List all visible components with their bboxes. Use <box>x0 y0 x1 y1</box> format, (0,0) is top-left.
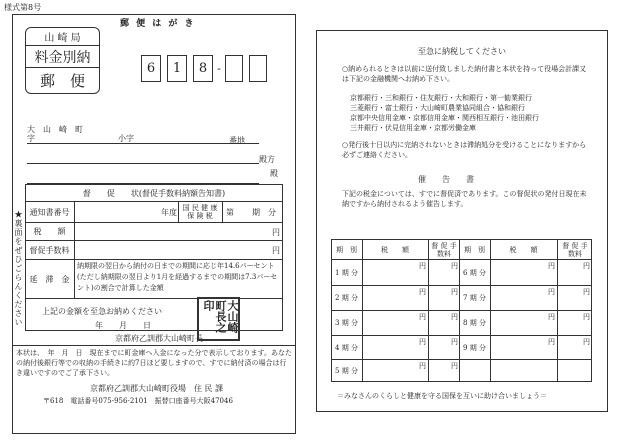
yen-amount-6: 円 <box>548 262 555 270</box>
yen-fee-6: 円 <box>583 262 590 270</box>
side-note: ★裏面をぜひごらんください <box>14 210 23 327</box>
yen-fee-8: 円 <box>583 313 590 321</box>
stamp-mail: 郵 便 <box>39 72 85 90</box>
bullet-2: ○発行後十日以内に完納されないときは滞納処分を受けることになりますから必ずご連絡ください。 <box>342 141 587 159</box>
nendo-label: 年度 <box>161 208 177 217</box>
yen-fee-2: 円 <box>451 288 458 296</box>
yen-amount-3: 円 <box>419 313 426 321</box>
bank-line-4: 三井銀行・伏見信用金庫・京都労働金庫 <box>350 124 476 132</box>
postal-digit-4 <box>225 55 243 82</box>
yen-amount-2: 円 <box>419 288 426 296</box>
slogan: ＝みなさんのくらしと健康を守る国保を互いに助け合いましょう＝ <box>337 392 547 400</box>
postal-digit-1: 6 <box>141 55 161 82</box>
yen-amount-4: 円 <box>419 338 426 346</box>
notice-title: 至急に納税してください <box>418 47 506 56</box>
footer-contact: 〒618 電話番号075-956-2101 振替口座番号大阪47046 <box>43 397 233 405</box>
bank-line-3: 京都中央信用金庫・京都信用金庫・関西相互銀行・池田銀行 <box>350 114 539 122</box>
th-amount-right: 税 額 <box>509 245 538 254</box>
reminder-title: 督 促 状(督促手数料納額告知書) <box>82 188 226 198</box>
yen-amount-8: 円 <box>548 313 555 321</box>
ki-label: 期 分 <box>252 208 276 217</box>
deadline-text: 上記の金額を至急お納めください <box>42 307 162 316</box>
postcard-header: 郵 便 は が き <box>120 19 196 29</box>
tsuuchi-label: 通知書番号 <box>29 207 70 217</box>
postal-digit-5 <box>249 55 267 82</box>
tax-type: 国 民 健 康 保 険 税 <box>182 204 218 220</box>
late-text: 納期限の翌日から納付の日までの期間に応じ年14.6パーセント(ただし納期限の翌日より1月を経過するまでの期間は7.3パーセント)の割合で計算した金額 <box>77 262 278 292</box>
yen-fee-4: 円 <box>451 338 458 346</box>
zei-yen: 円 <box>272 228 280 237</box>
stamp-office: 山 崎 局 <box>44 33 81 44</box>
yen-fee-1: 円 <box>451 262 458 270</box>
bank-line-1: 京都銀行・三和銀行・住友銀行・大和銀行・第一勧業銀行 <box>350 94 532 102</box>
seal-text: 大山崎町長之印 <box>202 300 239 333</box>
row-label-2: 2 期 分 <box>335 294 358 302</box>
fee-label: 督促手数料 <box>29 245 70 255</box>
th-period-left: 期 別 <box>336 245 357 254</box>
yen-fee-9: 円 <box>583 338 590 346</box>
yen-amount-5: 円 <box>419 362 426 370</box>
row-label-8: 8 期 分 <box>463 319 486 327</box>
th-period-right: 期 別 <box>464 245 485 254</box>
title-2: 催 告 書 <box>418 175 474 184</box>
th-amount-left: 税 額 <box>381 245 409 254</box>
address-town: 大 山 崎 町 <box>27 125 83 134</box>
fee-yen: 円 <box>272 246 280 255</box>
yen-fee-3: 円 <box>451 313 458 321</box>
address-koaza: 小字 <box>118 134 134 143</box>
row-label-6: 6 期 分 <box>463 268 486 277</box>
yen-fee-5: 円 <box>451 362 458 370</box>
bullet-1: ○納められるときは以前に送付致しました納付書と本状を持って役場会計課又は下記の金融機関へお納め下さい。 <box>342 65 587 83</box>
address-banchi: 番地 <box>229 136 245 145</box>
row-label-7: 7 期 分 <box>463 294 486 302</box>
row-label-1: 1 期 分 <box>335 268 358 277</box>
date-line: 年 月 日 <box>95 321 151 330</box>
address-aza: 字 <box>27 134 35 143</box>
late-label: 延 滞 金 <box>29 274 70 284</box>
official-seal <box>197 297 240 341</box>
row-label-5: 5 期 分 <box>335 367 358 375</box>
footer-office: 京都府乙訓郡大山崎町役場 住 民 課 <box>90 384 224 393</box>
th-fee-left: 督 促 手数料 <box>431 241 457 258</box>
dai-label: 第 <box>226 208 234 217</box>
th-fee-right: 督 促 手数料 <box>562 241 588 258</box>
postal-digit-2: 1 <box>167 55 187 82</box>
body-2: 下記の税金については、すでに督促済であります。この督促状の発付日現在未納ですから納付されるよう催告します。 <box>342 190 587 208</box>
yen-amount-7: 円 <box>548 288 555 296</box>
postal-digit-3: 8 <box>193 55 213 82</box>
postal-dash: - <box>217 62 221 75</box>
yen-amount-9: 円 <box>548 338 555 346</box>
footer-note: 本状は、 年 月 日 現在までに町金庫へ入金になった分で表示しております。あなたの納付後銀行等での収納の手続きに約7日ほど要しますので、すでに納付済の場合は行き違いですのでご了承下さい。 <box>16 349 292 377</box>
yen-amount-1: 円 <box>419 262 426 270</box>
address-dono-left: 殿方 <box>259 155 275 164</box>
row-label-3: 3 期 分 <box>335 319 358 327</box>
zei-label: 税 額 <box>33 227 66 236</box>
mayor-name: 京都府乙訓郡大山崎町長 <box>115 334 203 343</box>
row-label-4: 4 期 分 <box>335 343 358 352</box>
form-number: 様式第8号 <box>4 3 42 12</box>
row-label-9: 9 期 分 <box>463 343 486 352</box>
bank-line-2: 三菱銀行・富士銀行・大山崎町農業協同組合・協和銀行 <box>350 104 525 112</box>
address-dono-right: 殿 <box>270 169 278 178</box>
yen-fee-7: 円 <box>583 288 590 296</box>
stamp-type: 料金別納 <box>34 49 91 66</box>
